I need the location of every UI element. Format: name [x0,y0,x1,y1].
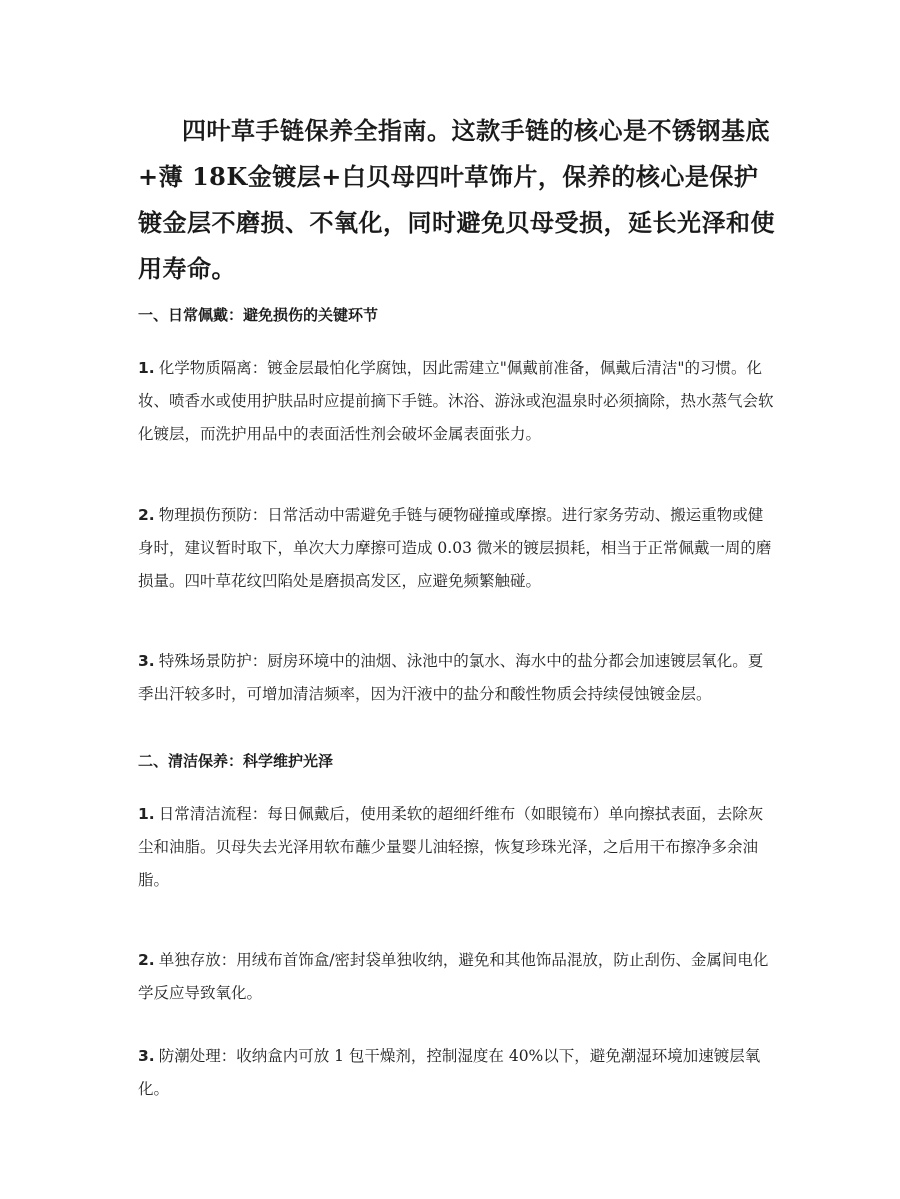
paragraph-chemical-isolation [138,352,778,451]
paragraph-separate-storage [138,944,778,1010]
item-number: 3. [138,652,155,670]
item-number: 2. [138,951,155,969]
item-text: 物理损伤预防：日常活动中需避免手链与硬物碰撞或摩擦。进行家务劳动、搬运重物或健身时，建议暂时取下，单次大力摩擦可造成 0.03 微米的镀层损耗，相当于正常佩戴一周的磨损量。四叶草花纹凹陷处是磨损高发区，应避免频繁触碰。 [138,506,772,590]
section-title-cleaning: 二、清洁保养：科学维护光泽 [138,752,334,770]
item-number: 2. [138,506,155,524]
paragraph-daily-cleaning [138,798,778,897]
document-page [138,108,778,1098]
paragraph-special-scenes [138,645,778,711]
intro-paragraph: 四叶草手链保养全指南。这款手链的核心是不锈钢基底+薄 18K金镀层+白贝母四叶草饰片，保养的核心是保护镀金层不磨损、不氧化，同时避免贝母受损，延长光泽和使用寿命。 [138,116,775,283]
section-title-daily-wear: 一、日常佩戴：避免损伤的关键环节 [138,306,379,324]
item-number: 1. [138,359,155,377]
paragraph-moisture-proof [138,1040,778,1106]
item-number: 1. [138,805,155,823]
item-text: 防潮处理：收纳盒内可放 1 包干燥剂，控制湿度在 40%以下，避免潮湿环境加速镀层氧化。 [138,1047,761,1098]
paragraph-physical-damage [138,499,778,598]
item-text: 日常清洁流程：每日佩戴后，使用柔软的超细纤维布（如眼镜布）单向擦拭表面，去除灰尘和油脂。贝母失去光泽用软布蘸少量婴儿油轻擦，恢复珍珠光泽，之后用干布擦净多余油脂。 [138,805,764,889]
item-text: 特殊场景防护：厨房环境中的油烟、泳池中的氯水、海水中的盐分都会加速镀层氧化。夏季出汗较多时，可增加清洁频率，因为汗液中的盐分和酸性物质会持续侵蚀镀金层。 [138,652,764,703]
item-text: 单独存放：用绒布首饰盒/密封袋单独收纳，避免和其他饰品混放，防止刮伤、金属间电化学反应导致氧化。 [138,951,769,1002]
item-number: 3. [138,1047,155,1065]
item-text: 化学物质隔离：镀金层最怕化学腐蚀，因此需建立"佩戴前准备，佩戴后清洁"的习惯。化妆、喷香水或使用护肤品时应提前摘下手链。沐浴、游泳或泡温泉时必须摘除，热水蒸气会软化镀层，而洗护用品中的表面活性剂会破坏金属表面张力。 [138,359,774,443]
